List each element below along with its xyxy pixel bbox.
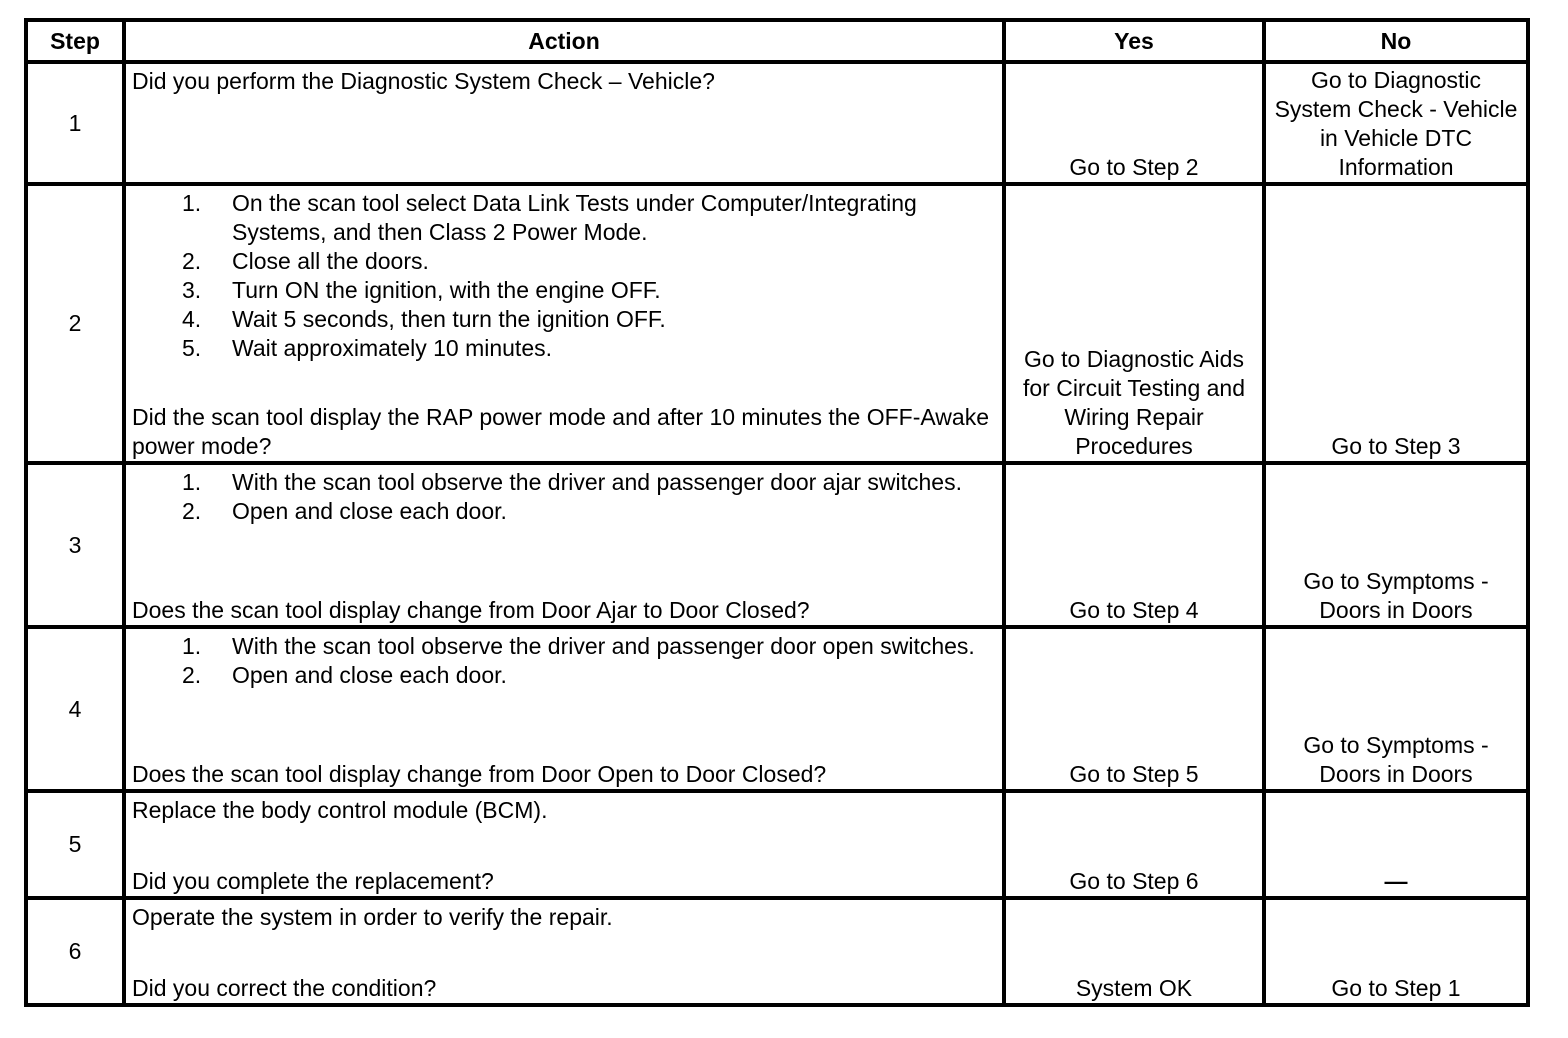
list-item-number: 2. (182, 662, 202, 688)
yes-result (1004, 463, 1264, 627)
procedure-list (132, 632, 994, 690)
no-text: — (1384, 868, 1408, 894)
step-number: 3 (26, 463, 124, 627)
table-row (26, 791, 1528, 898)
list-item-number: 1. (182, 469, 202, 495)
action-cell (124, 791, 1004, 898)
list-item-text: Wait approximately 10 minutes. (232, 335, 553, 361)
step-number: 6 (26, 898, 124, 1005)
yes-result (1004, 898, 1264, 1005)
action-cell (124, 463, 1004, 627)
procedure-list (132, 189, 994, 363)
action-cell (124, 184, 1004, 463)
list-item-text: Open and close each door. (232, 498, 507, 524)
no-result (1264, 898, 1528, 1005)
table-row (26, 627, 1528, 791)
table-row (26, 184, 1528, 463)
action-question: Did you correct the condition? (132, 975, 437, 1001)
list-item-number: 1. (182, 633, 202, 659)
list-item-number: 5. (182, 335, 202, 361)
list-item (182, 468, 994, 497)
list-item (182, 334, 994, 363)
list-item-number: 2. (182, 248, 202, 274)
yes-result (1004, 791, 1264, 898)
header-row (26, 20, 1528, 62)
header-yes: Yes (1004, 20, 1264, 62)
action-cell (124, 62, 1004, 184)
list-item-text: Turn ON the ignition, with the engine OFF. (232, 277, 661, 303)
no-result (1264, 627, 1528, 791)
action-question: Did the scan tool display the RAP power mode and after 10 minutes the OFF-Awake power mode? (132, 404, 989, 459)
diagnostic-table (24, 18, 1530, 1007)
table-row (26, 463, 1528, 627)
step-number: 4 (26, 627, 124, 791)
no-result (1264, 62, 1528, 184)
step-number: 2 (26, 184, 124, 463)
list-item (182, 189, 994, 247)
list-item-text: With the scan tool observe the driver and passenger door open switches. (232, 633, 975, 659)
yes-result (1004, 62, 1264, 184)
no-result (1264, 791, 1528, 898)
list-item-text: Open and close each door. (232, 662, 507, 688)
list-item-text: Close all the doors. (232, 248, 429, 274)
no-text: Go to Step 3 (1331, 433, 1461, 459)
no-text: Go to Symptoms - Doors in Doors (1303, 732, 1489, 787)
yes-text: Go to Step 4 (1069, 597, 1199, 623)
list-item-number: 4. (182, 306, 202, 332)
no-text: Go to Diagnostic System Check - Vehicle in Vehicle DTC Information (1274, 67, 1518, 180)
action-cell (124, 898, 1004, 1005)
list-item-text: With the scan tool observe the driver and passenger door ajar switches. (232, 469, 962, 495)
list-item-text: On the scan tool select Data Link Tests under Computer/Integrating Systems, and then Class 2 Power Mode. (232, 190, 917, 245)
procedure-list (132, 468, 994, 526)
header-action: Action (124, 20, 1004, 62)
list-item-text: Wait 5 seconds, then turn the ignition OFF. (232, 306, 666, 332)
table-row (26, 62, 1528, 184)
step-number: 1 (26, 62, 124, 184)
list-item (182, 276, 994, 305)
yes-result (1004, 184, 1264, 463)
yes-text: Go to Diagnostic Aids for Circuit Testing and Wiring Repair Procedures (1022, 346, 1245, 459)
step-number: 5 (26, 791, 124, 898)
yes-text: System OK (1075, 975, 1193, 1001)
list-item (182, 305, 994, 334)
action-question: Does the scan tool display change from Door Open to Door Closed? (132, 761, 827, 787)
action-intro: Replace the body control module (BCM). (132, 797, 548, 823)
action-question: Did you complete the replacement? (132, 868, 494, 894)
list-item (182, 632, 994, 661)
yes-result (1004, 627, 1264, 791)
no-result (1264, 184, 1528, 463)
list-item-number: 2. (182, 498, 202, 524)
list-item (182, 661, 994, 690)
list-item (182, 497, 994, 526)
action-cell (124, 627, 1004, 791)
list-item (182, 247, 994, 276)
header-no: No (1264, 20, 1528, 62)
no-text: Go to Symptoms - Doors in Doors (1303, 568, 1489, 623)
yes-text: Go to Step 2 (1069, 154, 1199, 180)
action-intro: Did you perform the Diagnostic System Check – Vehicle? (132, 68, 715, 94)
yes-text: Go to Step 5 (1069, 761, 1199, 787)
header-step: Step (26, 20, 124, 62)
no-result (1264, 463, 1528, 627)
list-item-number: 1. (182, 190, 202, 216)
no-text: Go to Step 1 (1331, 975, 1461, 1001)
table-row (26, 898, 1528, 1005)
action-question: Does the scan tool display change from Door Ajar to Door Closed? (132, 597, 810, 623)
yes-text: Go to Step 6 (1069, 868, 1199, 894)
list-item-number: 3. (182, 277, 202, 303)
action-intro: Operate the system in order to verify the repair. (132, 904, 613, 930)
